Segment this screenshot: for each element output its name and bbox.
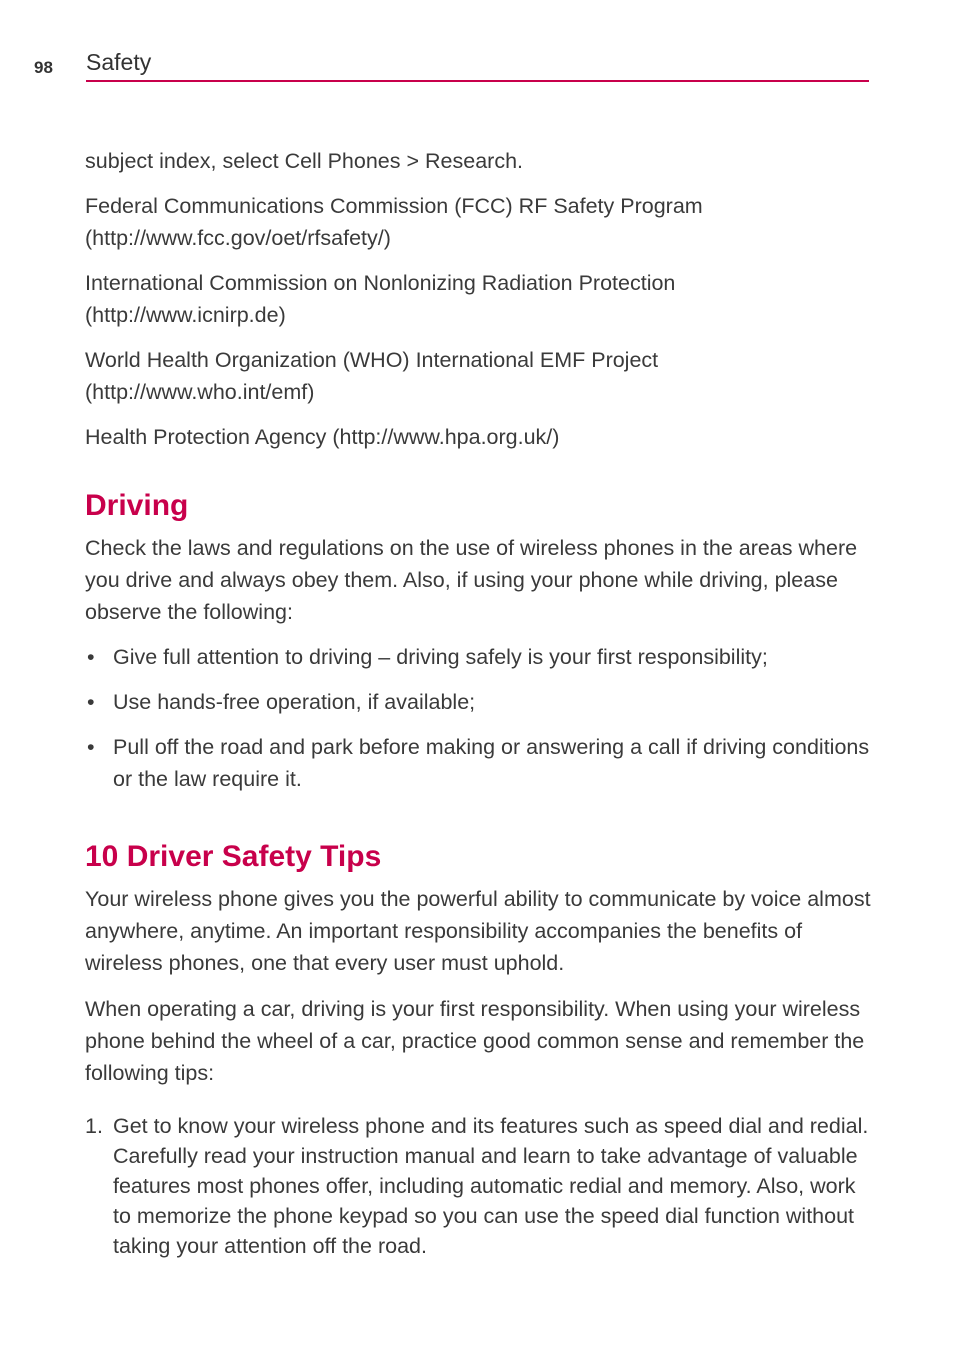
- driving-heading: Driving: [85, 489, 189, 522]
- intro-paragraph: Federal Communications Commission (FCC) RF Safety Program (http://www.fcc.gov/oet/rfsafety/): [85, 194, 703, 250]
- page-number: 98: [34, 58, 53, 77]
- header-divider: [86, 80, 869, 82]
- bullet-icon: •: [87, 645, 95, 669]
- intro-paragraph: International Commission on Nonlonizing Radiation Protection (http://www.icnirp.de): [85, 271, 676, 327]
- list-item-text: Use hands-free operation, if available;: [113, 690, 476, 714]
- list-item: [85, 731, 875, 795]
- intro-paragraph: Health Protection Agency (http://www.hpa.org.uk/): [85, 425, 560, 449]
- list-item-text: Get to know your wireless phone and its features such as speed dial and redial. Carefully read your instruction manual and learn to take advantage of valuable features most phones offer, including automatic redial and memory. Also, work to memorize the phone keypad so you can use the speed dial function without taking your attention off the road.: [113, 1114, 869, 1258]
- bullet-icon: •: [87, 690, 95, 714]
- tips-paragraph: When operating a car, driving is your first responsibility. When using your wireless phone behind the wheel of a car, practice good common sense and remember the following tips:: [85, 997, 865, 1085]
- intro-paragraph: World Health Organization (WHO) International EMF Project (http://www.who.int/emf): [85, 348, 659, 404]
- list-item-text: Pull off the road and park before making or answering a call if driving conditions or the law require it.: [113, 735, 870, 791]
- driving-body: Check the laws and regulations on the use of wireless phones in the areas where you drive and always obey them. Also, if using your phone while driving, please observe the following:: [85, 536, 858, 624]
- driving-bullet-list: [85, 641, 875, 795]
- tips-heading: 10 Driver Safety Tips: [85, 840, 382, 873]
- tips-paragraph: Your wireless phone gives you the powerful ability to communicate by voice almost anywhere, anytime. An important responsibility accompanies the benefits of wireless phones, one that every user must uphold.: [85, 887, 871, 975]
- list-item-text: Give full attention to driving – driving safely is your first responsibility;: [113, 645, 768, 669]
- section-header: Safety: [86, 49, 152, 75]
- list-item: [85, 1111, 875, 1261]
- intro-paragraph: subject index, select Cell Phones > Research.: [85, 149, 523, 173]
- page-content: [85, 145, 875, 1261]
- list-item: [85, 641, 875, 673]
- list-item-number: 1.: [85, 1114, 103, 1138]
- list-item: [85, 686, 875, 718]
- bullet-icon: •: [87, 735, 95, 759]
- tips-list: [85, 1111, 875, 1261]
